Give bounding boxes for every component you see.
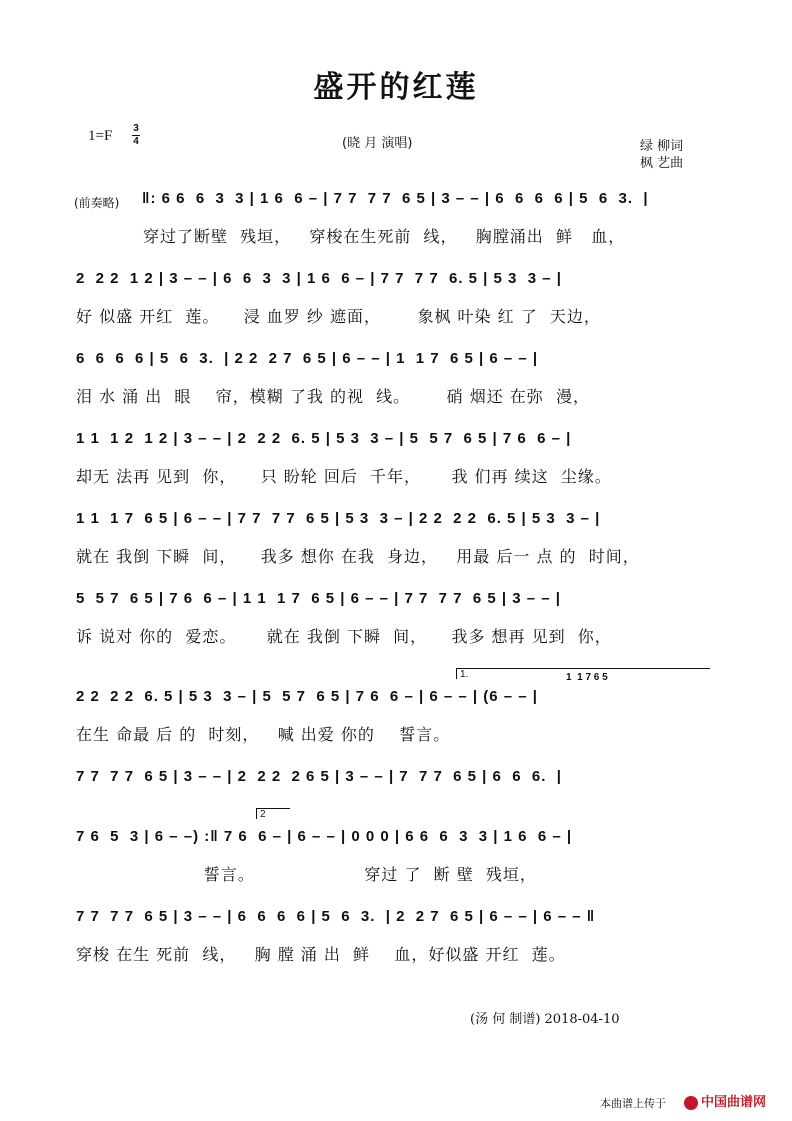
notation-line: 7 7 7 7 6 5 | 3 – – | 6 6 6 6 | 5 6 3. | 2 2 7 6 5 | 6 – – | 6 – – ‖	[76, 908, 596, 925]
notation-line: ‖: 6 6 6 3 3 | 1 6 6 – | 7 7 7 7 6 5 | 3 – – | 6 6 6 6 | 5 6 3. |	[142, 190, 649, 207]
composer: 枫 艺曲	[640, 156, 684, 171]
notation-line: 2 2 2 2 6. 5 | 5 3 3 – | 5 5 7 6 5 | 7 6 6 – | 6 – – | (6 – – |	[76, 688, 538, 705]
lyric-line: 好 似盛 开红 莲。 浸 血罗 纱 遮面， 象枫 叶染 红 了 天边，	[76, 307, 601, 326]
site-logo-icon	[684, 1096, 698, 1110]
score-row	[0, 430, 792, 496]
notation-line: 2 2 2 1 2 | 3 – – | 6 6 3 3 | 1 6 6 – | 7 7 7 7 6. 5 | 5 3 3 – |	[76, 270, 562, 287]
notation-line: 7 6 5 3 | 6 – –) :‖ 7 6 6 – | 6 – – | 0 0 0 | 6 6 6 3 3 | 1 6 6 – |	[76, 828, 573, 845]
time-signature-top: 3	[133, 123, 139, 134]
score-row	[0, 350, 792, 416]
lyricist: 绿 柳词	[640, 139, 684, 154]
notation-line: 5 5 7 6 5 | 7 6 6 – | 1 1 1 7 6 5 | 6 – – | 7 7 7 7 6 5 | 3 – – |	[76, 590, 561, 607]
notation-line: 1 1 1 2 1 2 | 3 – – | 2 2 2 6. 5 | 5 3 3 – | 5 5 7 6 5 | 7 6 6 – |	[76, 430, 572, 447]
lyric-line: 就在 我倒 下瞬 间， 我多 想你 在我 身边， 用最 后一 点 的 时间，	[76, 547, 640, 566]
score-row	[0, 590, 792, 656]
score-row	[0, 190, 792, 256]
transcriber-credit: (汤 何 制谱) 2018-04-10	[470, 1012, 620, 1027]
lyric-line: 泪 水 涌 出 眼 帘，模糊 了我 的视 线。 硝 烟还 在弥 漫，	[76, 387, 590, 406]
score-row	[0, 688, 792, 754]
key-signature: 1=F	[88, 128, 113, 144]
site-logo-text: 中国曲谱网	[701, 1095, 767, 1110]
author-credits	[640, 138, 683, 172]
site-logo	[684, 1091, 766, 1110]
notation-line: 6 6 6 6 | 5 6 3. | 2 2 2 7 6 5 | 6 – – | 1 1 7 6 5 | 6 – – |	[76, 350, 539, 367]
lyric-line: 在生 命最 后 的 时刻， 喊 出爱 你的 誓言。	[76, 725, 451, 744]
score-row	[0, 908, 792, 974]
volta-first-ending: 1.	[456, 668, 710, 679]
score-row	[0, 768, 792, 834]
lyric-line: 穿过了断壁 残垣， 穿梭在生死前 线， 胸膛涌出 鲜 血，	[76, 227, 626, 246]
volta-second-ending: 2	[256, 808, 290, 819]
score-row	[0, 828, 792, 894]
notation-line: 1 1 1 7 6 5 | 6 – – | 7 7 7 7 6 5 | 5 3 3 – | 2 2 2 2 6. 5 | 5 3 3 – |	[76, 510, 601, 527]
score-row	[0, 510, 792, 576]
volta-grace-notes: 1 1 7 6 5	[566, 672, 608, 683]
singer-credit: (晓 月 演唱)	[342, 136, 413, 151]
prelude-label: (前奏略)	[74, 196, 120, 210]
lyric-line: 穿梭 在生 死前 线， 胸 膛 涌 出 鲜 血，好似盛 开红 莲。	[76, 945, 566, 964]
lyric-line: 誓言。 穿过 了 断 壁 残垣，	[76, 865, 537, 884]
score-row	[0, 270, 792, 336]
song-title: 盛开的红莲	[313, 70, 479, 105]
upload-note: 本曲谱上传于	[600, 1097, 666, 1110]
time-signature-bottom: 4	[133, 136, 139, 147]
time-signature	[132, 124, 140, 147]
notation-line: 7 7 7 7 6 5 | 3 – – | 2 2 2 2 6 5 | 3 – – | 7 7 7 6 5 | 6 6 6. |	[76, 768, 562, 785]
lyric-line: 诉 说对 你的 爱恋。 就在 我倒 下瞬 间， 我多 想再 见到 你，	[76, 627, 612, 646]
lyric-line: 却无 法再 见到 你， 只 盼轮 回后 千年， 我 们再 续这 尘缘。	[76, 467, 612, 486]
